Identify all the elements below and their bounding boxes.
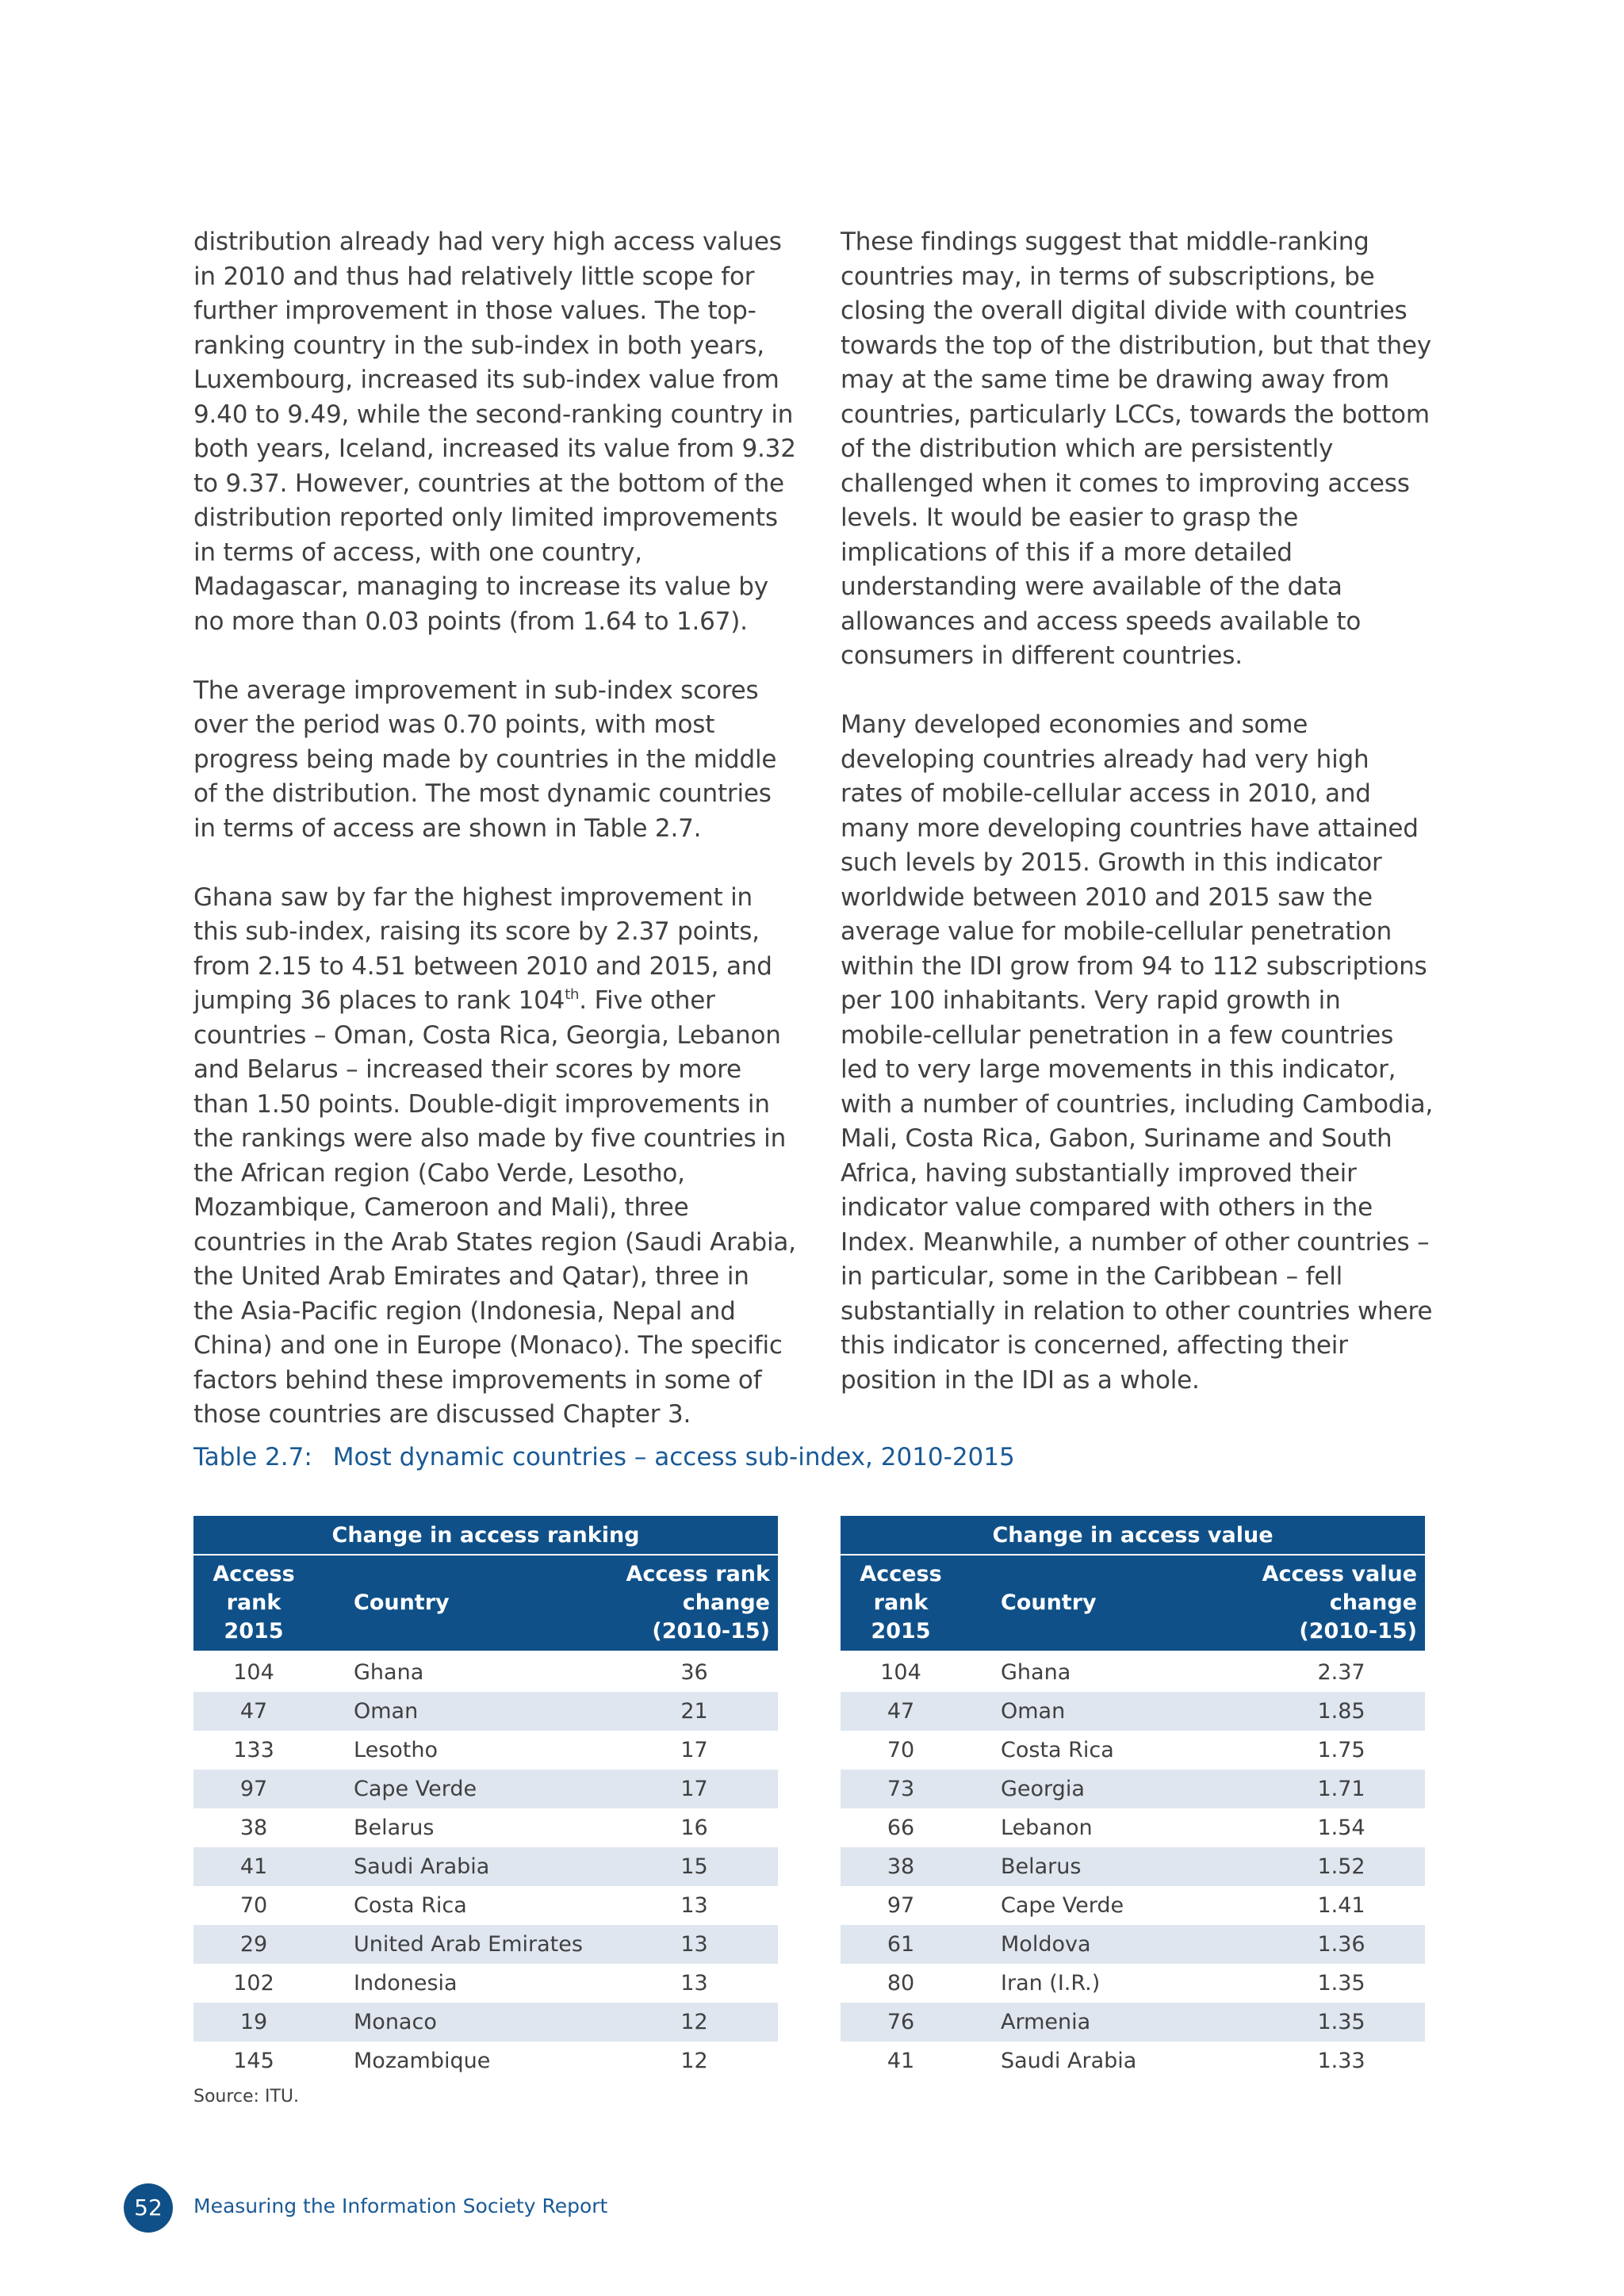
cell-access-rank: 97 <box>193 1770 314 1808</box>
cell-change: 1.71 <box>1258 1770 1425 1808</box>
cell-country: Iran (I.R.) <box>1001 1971 1101 1996</box>
table-row <box>841 1731 1425 1770</box>
table-row <box>841 1770 1425 1808</box>
cell-country: Ghana <box>1001 1660 1071 1685</box>
cell-access-rank: 133 <box>233 1738 274 1762</box>
table-row <box>193 1886 778 1925</box>
cell-change: 1.75 <box>1317 1738 1365 1762</box>
table-row <box>193 2042 778 2080</box>
column-header-value-change: Access value change (2010-15) <box>1258 1555 1425 1651</box>
table-row <box>193 1847 778 1886</box>
cell-change: 1.33 <box>1317 2049 1365 2073</box>
table-row <box>193 1653 778 1692</box>
table-row <box>841 2003 1425 2042</box>
cell-access-rank: 102 <box>233 1971 274 1996</box>
cell-access-rank: 104 <box>233 1660 274 1685</box>
ordinal-superscript: th <box>565 986 580 1003</box>
cell-country: Mozambique <box>354 2049 491 2073</box>
footer-report-title: Measuring the Information Society Report <box>193 2195 608 2218</box>
table-number: Table 2.7: <box>193 1443 312 1471</box>
column-header-access-rank: Access rank 2015 <box>841 1555 961 1651</box>
cell-country: Lesotho <box>354 1738 438 1762</box>
cell-access-rank: 61 <box>841 1925 961 1964</box>
column-header-access-rank: Access rank 2015 <box>193 1555 314 1651</box>
cell-change: 13 <box>680 1893 708 1918</box>
table-group-header: Change in access value <box>841 1516 1425 1555</box>
cell-change: 1.41 <box>1317 1893 1365 1918</box>
cell-access-rank: 97 <box>887 1893 915 1918</box>
left-text-column <box>193 225 796 1467</box>
column-header-country: Country <box>314 1555 611 1651</box>
table-row <box>193 1964 778 2003</box>
cell-access-rank: 145 <box>233 2049 274 2073</box>
page-number-badge: 52 <box>124 2183 173 2233</box>
table-body <box>193 1651 778 2080</box>
column-header-rank-change: Access rank change (2010-15) <box>611 1555 778 1651</box>
cell-country: Ghana <box>354 1660 424 1685</box>
cell-country: Cape Verde <box>314 1770 611 1808</box>
table-row <box>193 1692 778 1731</box>
cell-change: 2.37 <box>1317 1660 1365 1685</box>
table-row <box>841 2042 1425 2080</box>
cell-country: Saudi Arabia <box>1001 2049 1137 2073</box>
cell-change: 12 <box>680 2049 708 2073</box>
cell-country: Costa Rica <box>1001 1738 1114 1762</box>
cell-change: 1.35 <box>1317 1971 1365 1996</box>
access-value-table <box>841 1516 1425 2080</box>
table-row <box>841 1925 1425 1964</box>
right-paragraph-2: Many developed economies and some developing countries already had very high rates of mobile-cellular access in 2010, and many more developing countries have attained such levels by 2015. Growth in this indicator worldwide between 2010 and 2015 saw the average value for mobile-cellular penetration within the IDI grow from 94 to 112 subscriptions per 100 inhabitants. Very rapid growth in mobile-cellular penetration in a few countries led to very large movements in this indicator, with a number of countries, including Cambodia, Mali, Costa Rica, Gabon, Suriname and South Africa, having substantially improved their indicator value compared with others in the Index. Meanwhile, a number of other countries – in particular, some in the Caribbean – fell substantially in relation to other countries where this indicator is concerned, affecting their position in the IDI as a whole. <box>841 710 1434 1395</box>
cell-change: 12 <box>611 2003 778 2042</box>
cell-change: 1.54 <box>1317 1816 1365 1840</box>
cell-country: Monaco <box>314 2003 611 2042</box>
cell-country: Belarus <box>354 1816 435 1840</box>
cell-country: Indonesia <box>354 1971 458 1996</box>
table-row <box>841 1653 1425 1692</box>
cell-change: 1.36 <box>1258 1925 1425 1964</box>
cell-country: Costa Rica <box>354 1893 467 1918</box>
table-body <box>841 1651 1425 2080</box>
cell-access-rank: 104 <box>880 1660 921 1685</box>
cell-country: Oman <box>314 1692 611 1731</box>
left-paragraph-3 <box>193 881 796 1433</box>
cell-access-rank: 70 <box>887 1738 915 1762</box>
cell-access-rank: 19 <box>193 2003 314 2042</box>
cell-change: 16 <box>680 1816 708 1840</box>
left-paragraph-2: The average improvement in sub-index scores over the period was 0.70 points, with most progress being made by countries in the middle of the distribution. The most dynamic countries in terms of access are shown in Table 2.7. <box>193 675 777 843</box>
cell-country: Belarus <box>961 1847 1258 1886</box>
cell-access-rank: 41 <box>193 1847 314 1886</box>
cell-country: Georgia <box>961 1770 1258 1808</box>
cell-change: 1.52 <box>1258 1847 1425 1886</box>
cell-change: 1.35 <box>1258 2003 1425 2042</box>
right-paragraph-1: These findings suggest that middle-ranking countries may, in terms of subscriptions, be closing the overall digital divide with countries towards the top of the distribution, but that they may at the same time be drawing away from countries, particularly LCCs, towards the bottom of the distribution which are persistently challenged when it comes to improving access levels. It would be easier to grasp the implications of this if a more detailed understanding were available of the data allowances and access speeds available to consumers in different countries. <box>841 228 1431 670</box>
cell-change: 13 <box>680 1971 708 1996</box>
table-row <box>193 1731 778 1770</box>
cell-change: 36 <box>680 1660 708 1685</box>
table-row <box>841 1692 1425 1731</box>
table-row <box>841 1964 1425 2003</box>
access-ranking-table <box>193 1516 778 2080</box>
source-note: Source: ITU. <box>193 2087 299 2107</box>
cell-access-rank: 70 <box>239 1893 268 1918</box>
cell-country: Saudi Arabia <box>314 1847 611 1886</box>
right-text-column <box>841 225 1435 1433</box>
cell-change: 17 <box>680 1738 708 1762</box>
cell-country: United Arab Emirates <box>314 1925 611 1964</box>
cell-country: Oman <box>961 1692 1258 1731</box>
cell-country: Moldova <box>961 1925 1258 1964</box>
cell-change: 21 <box>611 1692 778 1731</box>
table-row <box>193 1925 778 1964</box>
cell-country: Armenia <box>961 2003 1258 2042</box>
cell-access-rank: 80 <box>887 1971 915 1996</box>
cell-change: 1.85 <box>1258 1692 1425 1731</box>
table-group-header: Change in access ranking <box>193 1516 778 1555</box>
column-header-country: Country <box>961 1555 1258 1651</box>
cell-access-rank: 29 <box>193 1925 314 1964</box>
table-row <box>841 1847 1425 1886</box>
cell-access-rank: 47 <box>841 1692 961 1731</box>
table-row <box>841 1886 1425 1925</box>
left-paragraph-3-b: . Five other countries – Oman, Costa Rica, Georgia, Lebanon and Belarus – increased their scores by more than 1.50 points. Double-digit improvements in the rankings were also made by five countries in the African region (Cabo Verde, Lesotho, Mozambique, Cameroon and Mali), three countries in the Arab States region (Saudi Arabia, the United Arab Emirates and Qatar), three in the Asia-Pacific region (Indonesia, Nepal and China) and one in Europe (Monaco). The specific factors behind these improvements in some of those countries are discussed Chapter 3. <box>193 986 796 1429</box>
cell-access-rank: 47 <box>193 1692 314 1731</box>
left-paragraph-3-a: Ghana saw by far the highest improvement in this sub-index, raising its score by 2.37 points, from 2.15 to 4.51 between 2010 and 2015, and jumping 36 places to rank 104 <box>193 882 772 1015</box>
table-caption: Most dynamic countries – access sub-index, 2010-2015 <box>332 1443 1015 1471</box>
table-row <box>841 1808 1425 1847</box>
cell-access-rank: 66 <box>887 1816 915 1840</box>
table-row <box>193 1808 778 1847</box>
table-title <box>193 1443 1015 1471</box>
cell-change: 15 <box>611 1847 778 1886</box>
table-row <box>193 2003 778 2042</box>
cell-change: 17 <box>611 1770 778 1808</box>
cell-country: Lebanon <box>1001 1816 1093 1840</box>
cell-country: Cape Verde <box>1001 1893 1124 1918</box>
cell-access-rank: 38 <box>841 1847 961 1886</box>
cell-access-rank: 73 <box>841 1770 961 1808</box>
cell-access-rank: 76 <box>841 2003 961 2042</box>
cell-access-rank: 41 <box>887 2049 915 2073</box>
cell-access-rank: 38 <box>239 1816 268 1840</box>
left-paragraph-1: distribution already had very high access values in 2010 and thus had relatively little scope for further improvement in those values. The top-ranking country in the sub-index in both years, Luxembourg, increased its sub-index value from 9.40 to 9.49, while the second-ranking country in both years, Iceland, increased its value from 9.32 to 9.37. However, countries at the bottom of the distribution reported only limited improvements in terms of access, with one country, Madagascar, managing to increase its value by no more than 0.03 points (from 1.64 to 1.67). <box>193 228 796 636</box>
table-row <box>193 1770 778 1808</box>
cell-change: 13 <box>611 1925 778 1964</box>
